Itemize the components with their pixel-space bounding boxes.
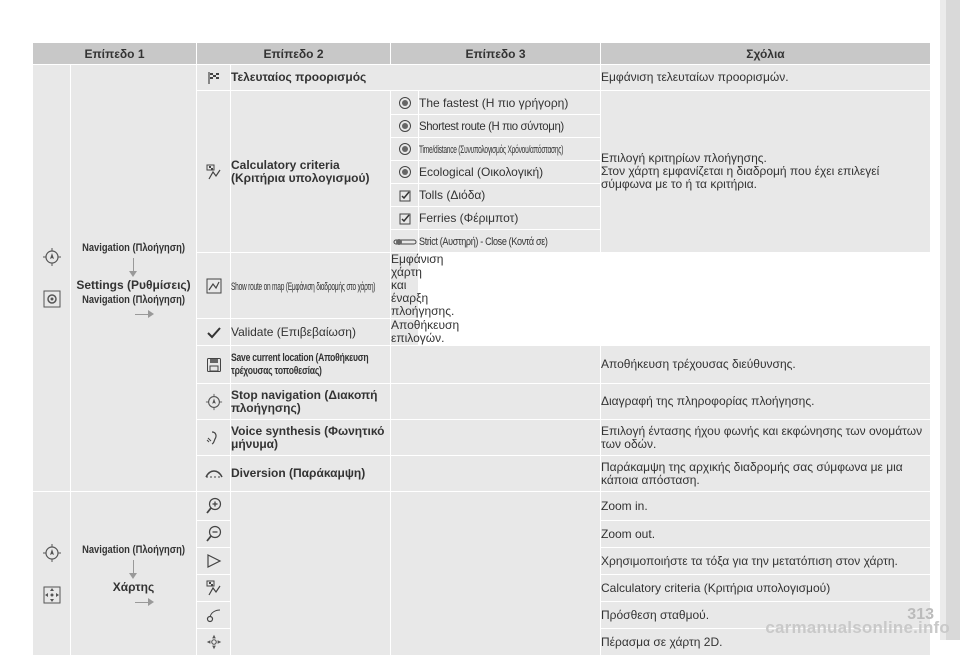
header-level2: Επίπεδο 2 [197, 43, 391, 65]
add-station-comment: Πρόσθεση σταθμού. [601, 602, 931, 629]
option-shortest: Shortest route (Η πιο σύντομη) [419, 115, 601, 138]
header-level1: Επίπεδο 1 [33, 43, 197, 65]
show-route-icon-cell [197, 253, 231, 319]
option-fastest-icon-cell [391, 91, 419, 115]
validate-icon-cell [197, 319, 231, 346]
criteria-map-icon-cell [197, 575, 231, 602]
criteria-comment-line2: Στον χάρτη εμφανίζεται η διαδρομή που έχει επιλεγεί σύμφωνα με το ή τα κριτήρια. [601, 164, 880, 191]
header-level3: Επίπεδο 3 [391, 43, 601, 65]
voice-label: Voice synthesis (Φωνητικό μήνυμα) [231, 420, 391, 456]
settings-label: Settings (Ρυθμίσεις) [76, 277, 191, 292]
diversion-icon [205, 468, 223, 480]
save-location-icon-cell [197, 346, 231, 384]
stop-navigation-comment: Διαγραφή της πληροφορίας πλοήγησης. [601, 384, 931, 420]
navigation-label-2: Navigation (Πλοήγηση) [82, 293, 185, 306]
last-destination-label: Τελευταίος προορισμός [231, 65, 601, 91]
last-destination-comment: Εμφάνιση τελευταίων προορισμών. [601, 65, 931, 91]
radio-icon [398, 96, 412, 110]
criteria-comment-line1: Επιλογή κριτηρίων πλοήγησης. [601, 151, 767, 165]
slider-icon [393, 237, 417, 247]
option-tolls: Tolls (Διόδα) [419, 184, 601, 207]
option-strict-icon-cell [391, 230, 419, 253]
checkbox-icon [399, 213, 411, 225]
navigation-icon [42, 543, 62, 563]
zoom-in-icon [206, 497, 222, 515]
arrows-comment: Χρησιμοποιήστε τα τόξα για την μετατόπιση στον χάρτη. [601, 548, 931, 575]
checkbox-icon [399, 190, 411, 202]
watermark: carmanualsonline.info [765, 618, 950, 637]
voice-speaker-icon [205, 429, 223, 447]
route-map-icon [205, 278, 223, 294]
save-location-label: Save current location (Αποθήκευση τρέχουσας τοποθεσίας) [231, 346, 391, 384]
map-label: Χάρτης [112, 580, 155, 594]
validate-comment: Αποθήκευση επιλογών. [391, 318, 460, 345]
navigation-label-map: Navigation (Πλοήγηση) [82, 544, 185, 556]
map-move-icon [42, 585, 62, 605]
add-station-icon-cell [197, 602, 231, 629]
stop-navigation-label: Stop navigation (Διακοπή πλοήγησης) [231, 384, 391, 420]
map-2d-icon-cell [197, 629, 231, 656]
right-arrow-icon [135, 602, 149, 603]
settings-icon [42, 289, 62, 309]
save-location-level3-empty [391, 346, 601, 384]
down-arrow-icon [133, 560, 134, 574]
map-2d-icon [205, 633, 223, 651]
right-arrow-icon [135, 314, 149, 315]
criteria-icon-cell [197, 91, 231, 253]
option-tolls-icon-cell [391, 184, 419, 207]
voice-comment: Επιλογή έντασης ήχου φωνής και εκφώνησης των ονομάτων των οδών. [601, 420, 931, 456]
diversion-icon-cell [197, 456, 231, 492]
navigation-icon [42, 247, 62, 267]
map-level2-empty [231, 492, 391, 656]
option-ferries: Ferries (Φέριμποτ) [419, 207, 601, 230]
voice-level3-empty [391, 420, 601, 456]
checkmark-icon [207, 327, 221, 339]
diversion-label: Diversion (Παράκαμψη) [231, 456, 391, 492]
show-route-label: Show route on map (Εμφάνιση διαδρομής στο χάρτη) [231, 253, 391, 319]
page-number: 313 [907, 606, 934, 623]
option-ferries-icon-cell [391, 207, 419, 230]
map-level3-empty [391, 492, 601, 656]
page-edge [946, 0, 960, 640]
option-time-distance: Time/distance (Συνυπολογισμός Χρόνου/απόστασης) [419, 138, 601, 161]
zoom-out-comment: Zoom out. [601, 521, 931, 548]
radio-icon [398, 142, 412, 156]
navigation-icon [205, 393, 223, 411]
arrow-icon-cell [197, 548, 231, 575]
option-ecological-icon-cell [391, 161, 419, 184]
voice-icon-cell [197, 420, 231, 456]
criteria-comment [601, 91, 931, 253]
criteria-map-comment: Calculatory criteria (Κριτήρια υπολογισμού) [601, 575, 931, 602]
option-shortest-icon-cell [391, 115, 419, 138]
diversion-comment: Παράκαμψη της αρχικής διαδρομής σας σύμφωνα με μια κάποια απόσταση. [601, 456, 931, 492]
criteria-label: Calculatory criteria (Κριτήρια υπολογισμού) [231, 91, 391, 253]
level1-map-label-cell [71, 492, 197, 656]
zoom-out-icon [206, 525, 222, 543]
flag-route-icon [205, 163, 223, 181]
radio-icon [398, 165, 412, 179]
save-location-comment: Αποθήκευση τρέχουσας διεύθυνσης. [601, 346, 931, 384]
zoom-in-comment: Zoom in. [601, 492, 931, 521]
level1-icons-cell [33, 65, 71, 492]
level1-map-icons-cell [33, 492, 71, 656]
diversion-level3-empty [391, 456, 601, 492]
zoom-out-icon-cell [197, 521, 231, 548]
last-destination-icon-cell [197, 65, 231, 91]
radio-icon [398, 119, 412, 133]
arrow-icon [206, 554, 222, 568]
navigation-label: Navigation (Πλοήγηση) [82, 241, 185, 254]
level1-label-cell [71, 65, 197, 492]
header-comments: Σχόλια [601, 43, 931, 65]
validate-label: Validate (Επιβεβαίωση) [231, 319, 391, 346]
show-route-comment: Εμφάνιση χάρτη και έναρξη πλοήγησης. [391, 252, 455, 318]
map-2d-comment: Πέρασμα σε χάρτη 2D. [601, 629, 931, 656]
down-arrow-icon [133, 258, 134, 272]
option-fastest: The fastest (Η πιο γρήγορη) [419, 91, 601, 115]
option-ecological: Ecological (Οικολογική) [419, 161, 601, 184]
flag-route-icon [205, 579, 223, 597]
checkered-flag-icon [207, 71, 221, 85]
add-station-icon [206, 607, 222, 623]
option-time-distance-icon-cell [391, 138, 419, 161]
option-strict: Strict (Αυστηρή) - Close (Κοντά σε) [419, 230, 601, 253]
stop-navigation-level3-empty [391, 384, 601, 420]
menu-table [32, 42, 931, 656]
zoom-in-icon-cell [197, 492, 231, 521]
stop-navigation-icon-cell [197, 384, 231, 420]
save-disk-icon [206, 357, 222, 373]
